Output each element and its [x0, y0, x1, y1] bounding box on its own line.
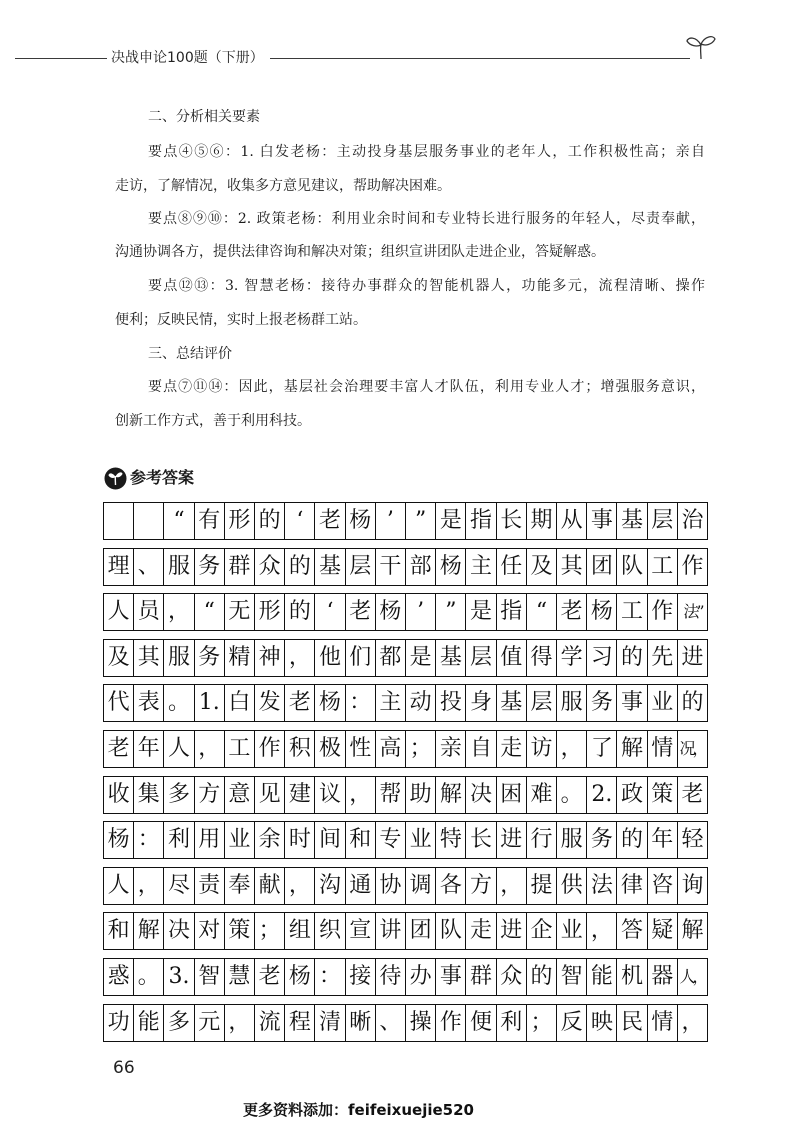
answer-heading: 参考答案 [130, 468, 195, 487]
grid-cell: 和 [104, 913, 134, 949]
grid-cell: 杨 [315, 685, 345, 721]
grid-cell: 慧 [225, 959, 255, 995]
grid-cell: 层 [527, 685, 557, 721]
grid-cell: 见 [255, 777, 285, 813]
grid-cell: 白 [225, 685, 255, 721]
grid-cell: 奉 [225, 868, 255, 904]
grid-cell: 事 [617, 685, 647, 721]
grid-cell: 业 [648, 685, 678, 721]
grid-cell: 老 [346, 594, 376, 630]
answer-grid-row [103, 502, 708, 540]
grid-cell: ， [225, 1005, 255, 1041]
grid-cell: 特 [436, 822, 466, 858]
summary-paragraph-line: 创新工作方式，善于利用科技。 [115, 413, 311, 429]
grid-cell: 供 [557, 868, 587, 904]
answer-grid-row [103, 593, 708, 631]
grid-cell: 务 [587, 822, 617, 858]
grid-cell: 服 [557, 822, 587, 858]
grid-cell: 习 [587, 640, 617, 676]
grid-cell: ， [285, 640, 315, 676]
answer-grid-row [103, 867, 708, 905]
grid-cell: ， [164, 594, 194, 630]
grid-cell: 策 [648, 777, 678, 813]
grid-cell: 、 [134, 549, 164, 585]
grid-cell: 是 [466, 594, 496, 630]
grid-cell: 学 [557, 640, 587, 676]
grid-cell: 协 [376, 868, 406, 904]
summary-paragraph-line: 要点⑦⑪⑭：因此，基层社会治理要丰富人才队伍，利用专业人才；增强服务意识， [148, 379, 705, 395]
grid-cell: 理 [104, 549, 134, 585]
grid-cell: 映 [587, 1005, 617, 1041]
grid-cell: 余 [255, 822, 285, 858]
grid-cell: 咨 [648, 868, 678, 904]
grid-cell: 精 [225, 640, 255, 676]
grid-cell: 服 [164, 640, 194, 676]
grid-cell: 解 [134, 913, 164, 949]
grid-cell: 提 [527, 868, 557, 904]
grid-cell: 投 [436, 685, 466, 721]
grid-cell: 助 [406, 777, 436, 813]
grid-cell: 解 [436, 777, 466, 813]
grid-cell: 民 [617, 1005, 647, 1041]
answer-grid-row [103, 684, 708, 722]
grid-cell: 老 [255, 959, 285, 995]
grid-cell-empty [134, 503, 164, 539]
grid-cell: “ [195, 594, 225, 630]
grid-cell: 行 [527, 822, 557, 858]
grid-cell: 务 [195, 549, 225, 585]
point-paragraph-line: 便利；反映民情，实时上报老杨群工站。 [115, 312, 367, 328]
grid-cell: 难 [527, 777, 557, 813]
grid-cell: 对 [195, 913, 225, 949]
grid-cell: 疑 [648, 913, 678, 949]
grid-cell: 集 [134, 777, 164, 813]
grid-cell: 能 [134, 1005, 164, 1041]
grid-cell: 期 [527, 503, 557, 539]
answer-grid-row [103, 548, 708, 586]
grid-cell: 及 [527, 549, 557, 585]
grid-cell: 用 [195, 822, 225, 858]
grid-cell: 务 [587, 685, 617, 721]
grid-cell: 各 [436, 868, 466, 904]
grid-cell: 指 [466, 503, 496, 539]
grid-cell: 意 [225, 777, 255, 813]
footer-note: 更多资料添加：feifeixuejie520 [243, 1101, 474, 1119]
grid-cell: 反 [557, 1005, 587, 1041]
leaf-badge-icon [104, 467, 127, 490]
grid-cell: ， [285, 868, 315, 904]
grid-cell: 亲 [436, 731, 466, 767]
grid-cell: 队 [617, 549, 647, 585]
grid-cell: 的 [617, 640, 647, 676]
grid-cell: 治 [681, 508, 704, 533]
grid-cell: 发 [255, 685, 285, 721]
grid-cell: 决 [466, 777, 496, 813]
grid-cell: 作 [648, 594, 678, 630]
grid-cell: 询 [681, 872, 704, 898]
grid-cell: 业 [225, 822, 255, 858]
grid-cell: 2. [587, 777, 617, 813]
point-paragraph-line: 走访，了解情况，收集多方意见建议，帮助解决困难。 [115, 178, 451, 194]
grid-cell: 律 [617, 868, 647, 904]
grid-cell: 杨 [587, 594, 617, 630]
grid-cell: 时 [285, 822, 315, 858]
grid-cell: 利 [497, 1005, 527, 1041]
grid-cell: 人 [164, 731, 194, 767]
grid-cell: 动 [406, 685, 436, 721]
page-number: 66 [113, 1058, 135, 1078]
grid-cell: 值 [497, 640, 527, 676]
grid-cell: 基 [617, 503, 647, 539]
grid-cell: ： [346, 685, 376, 721]
grid-cell: 事 [436, 959, 466, 995]
grid-cell-empty [104, 503, 134, 539]
grid-cell: 其 [557, 549, 587, 585]
grid-cell: 了 [587, 731, 617, 767]
grid-cell: 困 [497, 777, 527, 813]
grid-cell: 老 [681, 781, 704, 807]
section-heading-analysis: 二、分析相关要素 [148, 109, 260, 125]
grid-cell: 责 [195, 868, 225, 904]
point-paragraph-line: 要点⑫⑬：3. 智慧老杨：接待办事群众的智能机器人，功能多元，流程清晰、操作 [148, 278, 705, 294]
grid-cell: 走 [497, 731, 527, 767]
grid-cell: 的 [617, 822, 647, 858]
grid-cell: 老 [285, 685, 315, 721]
grid-cell: ； [255, 913, 285, 949]
book-title: 决战申论100题（下册） [111, 50, 264, 66]
grid-cell: 层 [648, 503, 678, 539]
grid-cell: 功 [104, 1005, 134, 1041]
grid-cell: 的 [255, 503, 285, 539]
grid-cell: 杨 [346, 503, 376, 539]
grid-cell: 、 [376, 1005, 406, 1041]
grid-cell: 杨 [104, 822, 134, 858]
point-paragraph-line: 要点④⑤⑥：1. 白发老杨：主动投身基层服务事业的老年人，工作积极性高；亲自 [148, 144, 705, 160]
grid-cell: 队 [436, 913, 466, 949]
grid-cell: 人， [679, 967, 706, 986]
grid-cell: 接 [346, 959, 376, 995]
grid-cell: 杨 [376, 594, 406, 630]
grid-cell: 他 [315, 640, 345, 676]
grid-cell: 服 [164, 549, 194, 585]
grid-cell: 主 [466, 549, 496, 585]
answer-grid-row [103, 730, 708, 768]
grid-cell: 情 [648, 1005, 678, 1041]
grid-cell: 利 [164, 822, 194, 858]
grid-cell: 企 [527, 913, 557, 949]
grid-cell: 人 [104, 594, 134, 630]
grid-cell: ’ [406, 594, 436, 630]
grid-cell: 惑 [104, 959, 134, 995]
grid-cell: 群 [466, 959, 496, 995]
grid-cell: 方 [466, 868, 496, 904]
grid-cell: ， [557, 731, 587, 767]
grid-cell: 况， [679, 739, 706, 758]
grid-cell: 轻 [681, 827, 704, 853]
grid-cell: 的 [285, 549, 315, 585]
grid-cell: 是 [436, 503, 466, 539]
answer-grid-row [103, 912, 708, 950]
grid-cell: 层 [346, 549, 376, 585]
answer-grid [103, 502, 708, 1047]
grid-cell: “ [164, 503, 194, 539]
grid-cell: 组 [285, 913, 315, 949]
grid-cell: 清 [315, 1005, 345, 1041]
grid-cell: 年 [648, 822, 678, 858]
grid-cell: 解 [617, 731, 647, 767]
grid-cell: 有 [195, 503, 225, 539]
grid-cell: 3. [164, 959, 194, 995]
grid-cell: ， [681, 1009, 704, 1035]
grid-cell: 业 [557, 913, 587, 949]
grid-cell: 进 [497, 822, 527, 858]
grid-cell: ： [315, 959, 345, 995]
grid-cell: 从 [557, 503, 587, 539]
grid-cell: 法” [683, 602, 702, 622]
grid-cell: ； [406, 731, 436, 767]
grid-cell: 便 [466, 1005, 496, 1041]
grid-cell: 主 [376, 685, 406, 721]
header-rule-left [15, 58, 107, 59]
point-paragraph-line: 沟通协调各方，提供法律咨询和解决对策；组织宣讲团队走进企业，答疑解惑。 [115, 244, 605, 260]
grid-cell: ‘ [285, 503, 315, 539]
grid-cell: 工 [648, 549, 678, 585]
grid-cell: 务 [195, 640, 225, 676]
grid-cell: 无 [225, 594, 255, 630]
grid-cell: 积 [285, 731, 315, 767]
grid-cell: 和 [346, 822, 376, 858]
point-paragraph-line: 要点⑧⑨⑩：2. 政策老杨：利用业余时间和专业特长进行服务的年轻人，尽责奉献， [148, 211, 705, 227]
grid-cell: 极 [315, 731, 345, 767]
sprout-icon [684, 32, 718, 62]
grid-cell: 。 [164, 685, 194, 721]
grid-cell: 形 [225, 503, 255, 539]
grid-cell: 业 [406, 822, 436, 858]
grid-cell: 献 [255, 868, 285, 904]
grid-cell: 进 [497, 913, 527, 949]
grid-cell: 决 [164, 913, 194, 949]
grid-cell: 政 [617, 777, 647, 813]
grid-cell: ， [587, 913, 617, 949]
answer-grid-row [103, 821, 708, 859]
grid-cell: ， [346, 777, 376, 813]
grid-cell: 议 [315, 777, 345, 813]
grid-cell: 老 [104, 731, 134, 767]
grid-cell: ‘ [315, 594, 345, 630]
grid-cell: 作 [255, 731, 285, 767]
grid-cell: 杨 [285, 959, 315, 995]
grid-cell: 进 [681, 644, 704, 670]
grid-cell: 流 [255, 1005, 285, 1041]
grid-cell: 高 [376, 731, 406, 767]
grid-cell: 基 [436, 640, 466, 676]
grid-cell: 人 [104, 868, 134, 904]
grid-cell: 其 [134, 640, 164, 676]
grid-cell: 答 [617, 913, 647, 949]
grid-cell: 讲 [376, 913, 406, 949]
grid-cell: 多 [164, 777, 194, 813]
grid-cell: 调 [406, 868, 436, 904]
answer-grid-row [103, 958, 708, 996]
grid-cell: 基 [315, 549, 345, 585]
grid-cell: 老 [557, 594, 587, 630]
grid-cell: ； [527, 1005, 557, 1041]
grid-cell: 1. [195, 685, 225, 721]
grid-cell: 方 [195, 777, 225, 813]
grid-cell: ， [497, 868, 527, 904]
grid-cell: 的 [681, 690, 704, 716]
grid-cell: 待 [376, 959, 406, 995]
grid-cell: 建 [285, 777, 315, 813]
grid-cell: 作 [436, 1005, 466, 1041]
grid-cell: 身 [466, 685, 496, 721]
grid-cell: 通 [346, 868, 376, 904]
grid-cell: 晰 [346, 1005, 376, 1041]
grid-cell: 尽 [164, 868, 194, 904]
grid-cell: 干 [376, 549, 406, 585]
grid-cell: 智 [195, 959, 225, 995]
grid-cell: 都 [376, 640, 406, 676]
grid-cell: 走 [466, 913, 496, 949]
answer-grid-row [103, 776, 708, 814]
grid-cell: 基 [497, 685, 527, 721]
grid-cell: 帮 [376, 777, 406, 813]
grid-cell: 年 [134, 731, 164, 767]
grid-cell: 沟 [315, 868, 345, 904]
grid-cell: 事 [587, 503, 617, 539]
grid-cell: 指 [497, 594, 527, 630]
grid-cell: 专 [376, 822, 406, 858]
grid-cell: 间 [315, 822, 345, 858]
grid-cell: 众 [497, 959, 527, 995]
grid-cell: ， [195, 731, 225, 767]
grid-cell: 先 [648, 640, 678, 676]
grid-cell: ， [134, 868, 164, 904]
grid-cell: 群 [225, 549, 255, 585]
grid-cell: 的 [285, 594, 315, 630]
answer-grid-row [103, 1004, 708, 1042]
grid-cell: 程 [285, 1005, 315, 1041]
grid-cell: 作 [681, 553, 704, 579]
grid-cell: 机 [617, 959, 647, 995]
grid-cell: 团 [587, 549, 617, 585]
grid-cell: 及 [104, 640, 134, 676]
grid-cell: 神 [255, 640, 285, 676]
grid-cell: 服 [557, 685, 587, 721]
grid-cell: 智 [557, 959, 587, 995]
header-rule-right [270, 58, 690, 59]
grid-cell: ’ [376, 503, 406, 539]
grid-cell: 法 [587, 868, 617, 904]
grid-cell: 任 [497, 549, 527, 585]
grid-cell: 办 [406, 959, 436, 995]
grid-cell: ” [436, 594, 466, 630]
grid-cell: 多 [164, 1005, 194, 1041]
grid-cell: 长 [497, 503, 527, 539]
grid-cell: ” [406, 503, 436, 539]
grid-cell: 是 [406, 640, 436, 676]
grid-cell: 工 [617, 594, 647, 630]
grid-cell: 。 [134, 959, 164, 995]
grid-cell: 元 [195, 1005, 225, 1041]
grid-cell: 收 [104, 777, 134, 813]
grid-cell: 器 [648, 959, 678, 995]
grid-cell: 部 [406, 549, 436, 585]
grid-cell: 性 [346, 731, 376, 767]
grid-cell: 宣 [346, 913, 376, 949]
grid-cell: 老 [315, 503, 345, 539]
grid-cell: 团 [406, 913, 436, 949]
grid-cell: 操 [406, 1005, 436, 1041]
grid-cell: 策 [225, 913, 255, 949]
grid-cell: 众 [255, 549, 285, 585]
grid-cell: 的 [527, 959, 557, 995]
grid-cell: 访 [527, 731, 557, 767]
grid-cell: 员 [134, 594, 164, 630]
grid-cell: 们 [346, 640, 376, 676]
grid-cell: 得 [527, 640, 557, 676]
grid-cell: 织 [315, 913, 345, 949]
grid-cell: 形 [255, 594, 285, 630]
grid-cell: ： [134, 822, 164, 858]
grid-cell: 。 [557, 777, 587, 813]
answer-grid-row [103, 639, 708, 677]
grid-cell: 解 [681, 918, 704, 944]
grid-cell: 情 [648, 731, 678, 767]
grid-cell: 长 [466, 822, 496, 858]
grid-cell: 自 [466, 731, 496, 767]
grid-cell: 工 [225, 731, 255, 767]
section-heading-summary: 三、总结评价 [148, 346, 232, 362]
grid-cell: 代 [104, 685, 134, 721]
grid-cell: 能 [587, 959, 617, 995]
grid-cell: 杨 [436, 549, 466, 585]
grid-cell: 表 [134, 685, 164, 721]
grid-cell: 层 [466, 640, 496, 676]
grid-cell: “ [527, 594, 557, 630]
